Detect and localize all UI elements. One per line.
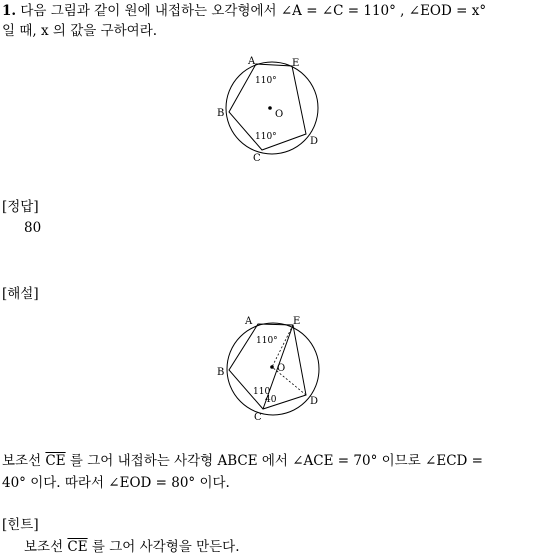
label-E: E — [292, 58, 300, 69]
label-O: O — [277, 363, 286, 374]
label-B: B — [217, 108, 225, 119]
explanation-line-2: 40° 이다. 따라서 ∠EOD = 80° 이다. — [2, 475, 230, 491]
center-point — [270, 365, 274, 369]
label-A: A — [248, 56, 256, 67]
problem-line-2: 일 때, x 의 값을 구하여라. — [2, 23, 158, 39]
problem-number: 1. — [2, 3, 17, 19]
hint-segment-CE: $\overline{CE}$ — [67, 539, 88, 555]
hint-suffix: 를 그어 사각형을 만든다. — [91, 539, 240, 555]
segment-CE-label: $\overline{CE}$ — [45, 453, 66, 469]
figure-pentagon-2 — [0, 312, 534, 422]
center-point — [268, 106, 272, 110]
angle-C-label: 110° — [255, 132, 277, 142]
answer-value: 80 — [24, 220, 42, 236]
segment-OE — [272, 325, 293, 367]
hint-heading: [힌트] — [2, 517, 39, 533]
angle-40-label: 40 — [265, 395, 277, 405]
angle-C-label: 110 — [253, 387, 271, 397]
explanation-prefix: 보조선 — [2, 453, 42, 469]
hint-prefix: 보조선 — [24, 539, 64, 555]
label-D: D — [310, 136, 319, 147]
figure-pentagon-1 — [0, 52, 534, 172]
label-B: B — [217, 367, 225, 378]
problem-line-1 — [2, 2, 486, 20]
label-E: E — [293, 316, 301, 327]
label-C: C — [254, 412, 262, 423]
label-D: D — [310, 396, 319, 407]
answer-heading: [정답] — [2, 199, 39, 215]
problem-text-1: 다음 그림과 같이 원에 내접하는 오각형에서 ∠A = ∠C = 110° , ∠EOD = x° — [20, 3, 487, 19]
explanation-line-1 — [2, 452, 483, 470]
explanation-heading: [해설] — [2, 286, 39, 302]
angle-A-label: 110° — [256, 336, 278, 346]
label-A: A — [245, 316, 253, 327]
angle-A-label: 110° — [255, 76, 277, 86]
label-O: O — [275, 109, 284, 120]
hint-line — [24, 538, 239, 556]
label-C: C — [253, 153, 261, 164]
explanation-text-1: 를 그어 내접하는 사각형 ABCE 에서 ∠ACE = 70° 이므로 ∠ECD = — [69, 453, 483, 469]
